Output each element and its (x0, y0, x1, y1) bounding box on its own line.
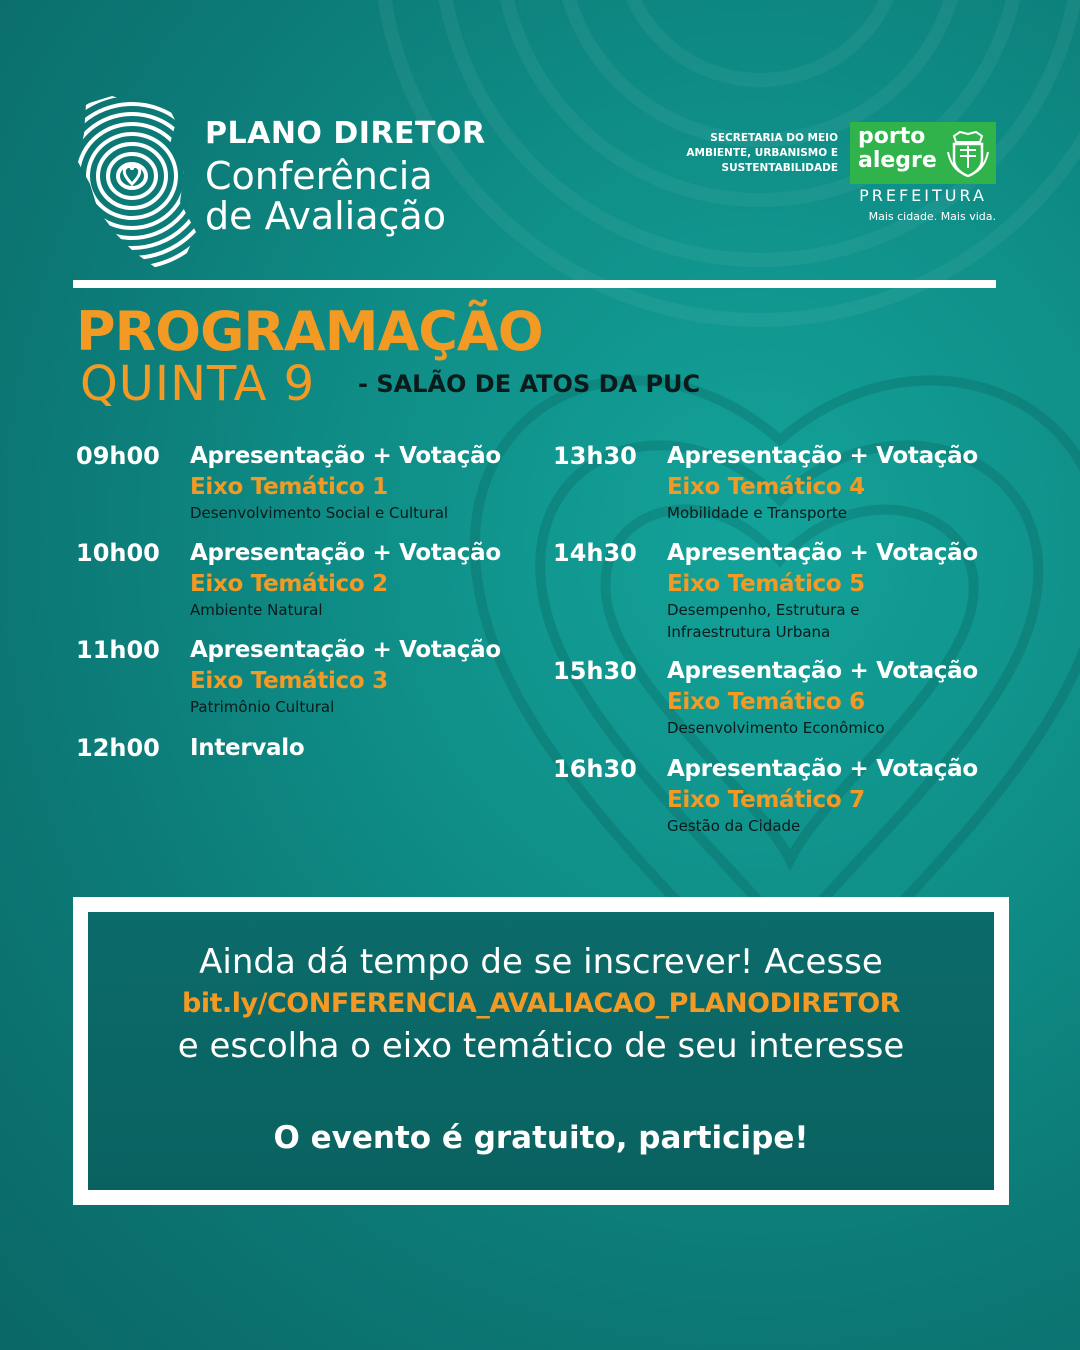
schedule-description: Mobilidade e Transporte (667, 504, 847, 522)
schedule-description: Desempenho, Estrutura e Infraestrutura Urbana (667, 601, 860, 641)
plan-title: PLANO DIRETOR (205, 116, 486, 151)
schedule-item (553, 655, 1013, 753)
schedule-activity: Apresentação + Votação (667, 540, 978, 566)
porto-alegre-logo (850, 122, 996, 184)
schedule-time: 16h30 (553, 755, 637, 783)
plano-diretor-logo-icon (72, 92, 202, 270)
schedule-eixo: Eixo Temático 6 (667, 689, 865, 715)
schedule-time: 15h30 (553, 657, 637, 685)
schedule-time: 10h00 (76, 539, 160, 567)
cta-box (88, 912, 994, 1190)
schedule-activity: Apresentação + Votação (190, 540, 501, 566)
schedule-left-column (76, 440, 536, 772)
event-title-line2: de Avaliação (205, 194, 446, 238)
schedule-time: 13h30 (553, 442, 637, 470)
schedule-item (553, 440, 1013, 537)
brand-name (858, 125, 937, 173)
schedule-activity: Intervalo (190, 735, 305, 761)
schedule-item (76, 440, 536, 537)
city-crest-icon (946, 128, 990, 178)
schedule-description: Desenvolvimento Econômico (667, 719, 885, 737)
schedule-item (76, 537, 536, 634)
schedule-activity: Apresentação + Votação (667, 756, 978, 782)
schedule-time: 11h00 (76, 636, 160, 664)
schedule-time: 09h00 (76, 442, 160, 470)
schedule-description: Patrimônio Cultural (190, 698, 335, 716)
schedule-description: Ambiente Natural (190, 601, 323, 619)
brand-line1: porto (858, 124, 926, 149)
program-location: - SALÃO DE ATOS DA PUC (358, 370, 701, 398)
cta-line1: Ainda dá tempo de se inscrever! Acesse (199, 942, 883, 982)
slogan: Mais cidade. Mais vida. (868, 210, 996, 223)
schedule-eixo: Eixo Temático 1 (190, 474, 388, 500)
program-day: QUINTA 9 (80, 356, 316, 412)
schedule-description: Desenvolvimento Social e Cultural (190, 504, 449, 522)
program-title: PROGRAMAÇÃO (76, 300, 543, 363)
brand-line2: alegre (858, 148, 937, 173)
cta-line3: e escolha o eixo temático de seu interesse (177, 1026, 905, 1066)
event-title-line1: Conferência (205, 154, 433, 198)
schedule-item (76, 634, 536, 732)
schedule-item (553, 537, 1013, 655)
schedule-eixo: Eixo Temático 3 (190, 668, 388, 694)
cta-link[interactable]: bit.ly/CONFERENCIA_AVALIACAO_PLANODIRETOR (182, 988, 900, 1019)
plan-title-block (205, 112, 486, 236)
schedule-item (76, 732, 536, 772)
schedule-time: 14h30 (553, 539, 637, 567)
header-divider (73, 280, 996, 288)
prefeitura-label: PREFEITURA (859, 186, 987, 205)
schedule-right-column (553, 440, 1013, 850)
schedule-activity: Apresentação + Votação (667, 658, 978, 684)
schedule-activity: Apresentação + Votação (667, 443, 978, 469)
schedule-eixo: Eixo Temático 2 (190, 571, 388, 597)
schedule-activity: Apresentação + Votação (190, 637, 501, 663)
schedule-description: Gestão da Cidade (667, 817, 801, 835)
cta-closing: O evento é gratuito, participe! (273, 1120, 809, 1156)
secretaria-label: SECRETARIA DO MEIO AMBIENTE, URBANISMO E SUSTENTABILIDADE (686, 132, 838, 174)
schedule-eixo: Eixo Temático 4 (667, 474, 865, 500)
schedule-time: 12h00 (76, 734, 160, 762)
schedule-eixo: Eixo Temático 7 (667, 787, 865, 813)
schedule-activity: Apresentação + Votação (190, 443, 501, 469)
schedule-item (553, 753, 1013, 850)
schedule-eixo: Eixo Temático 5 (667, 571, 865, 597)
